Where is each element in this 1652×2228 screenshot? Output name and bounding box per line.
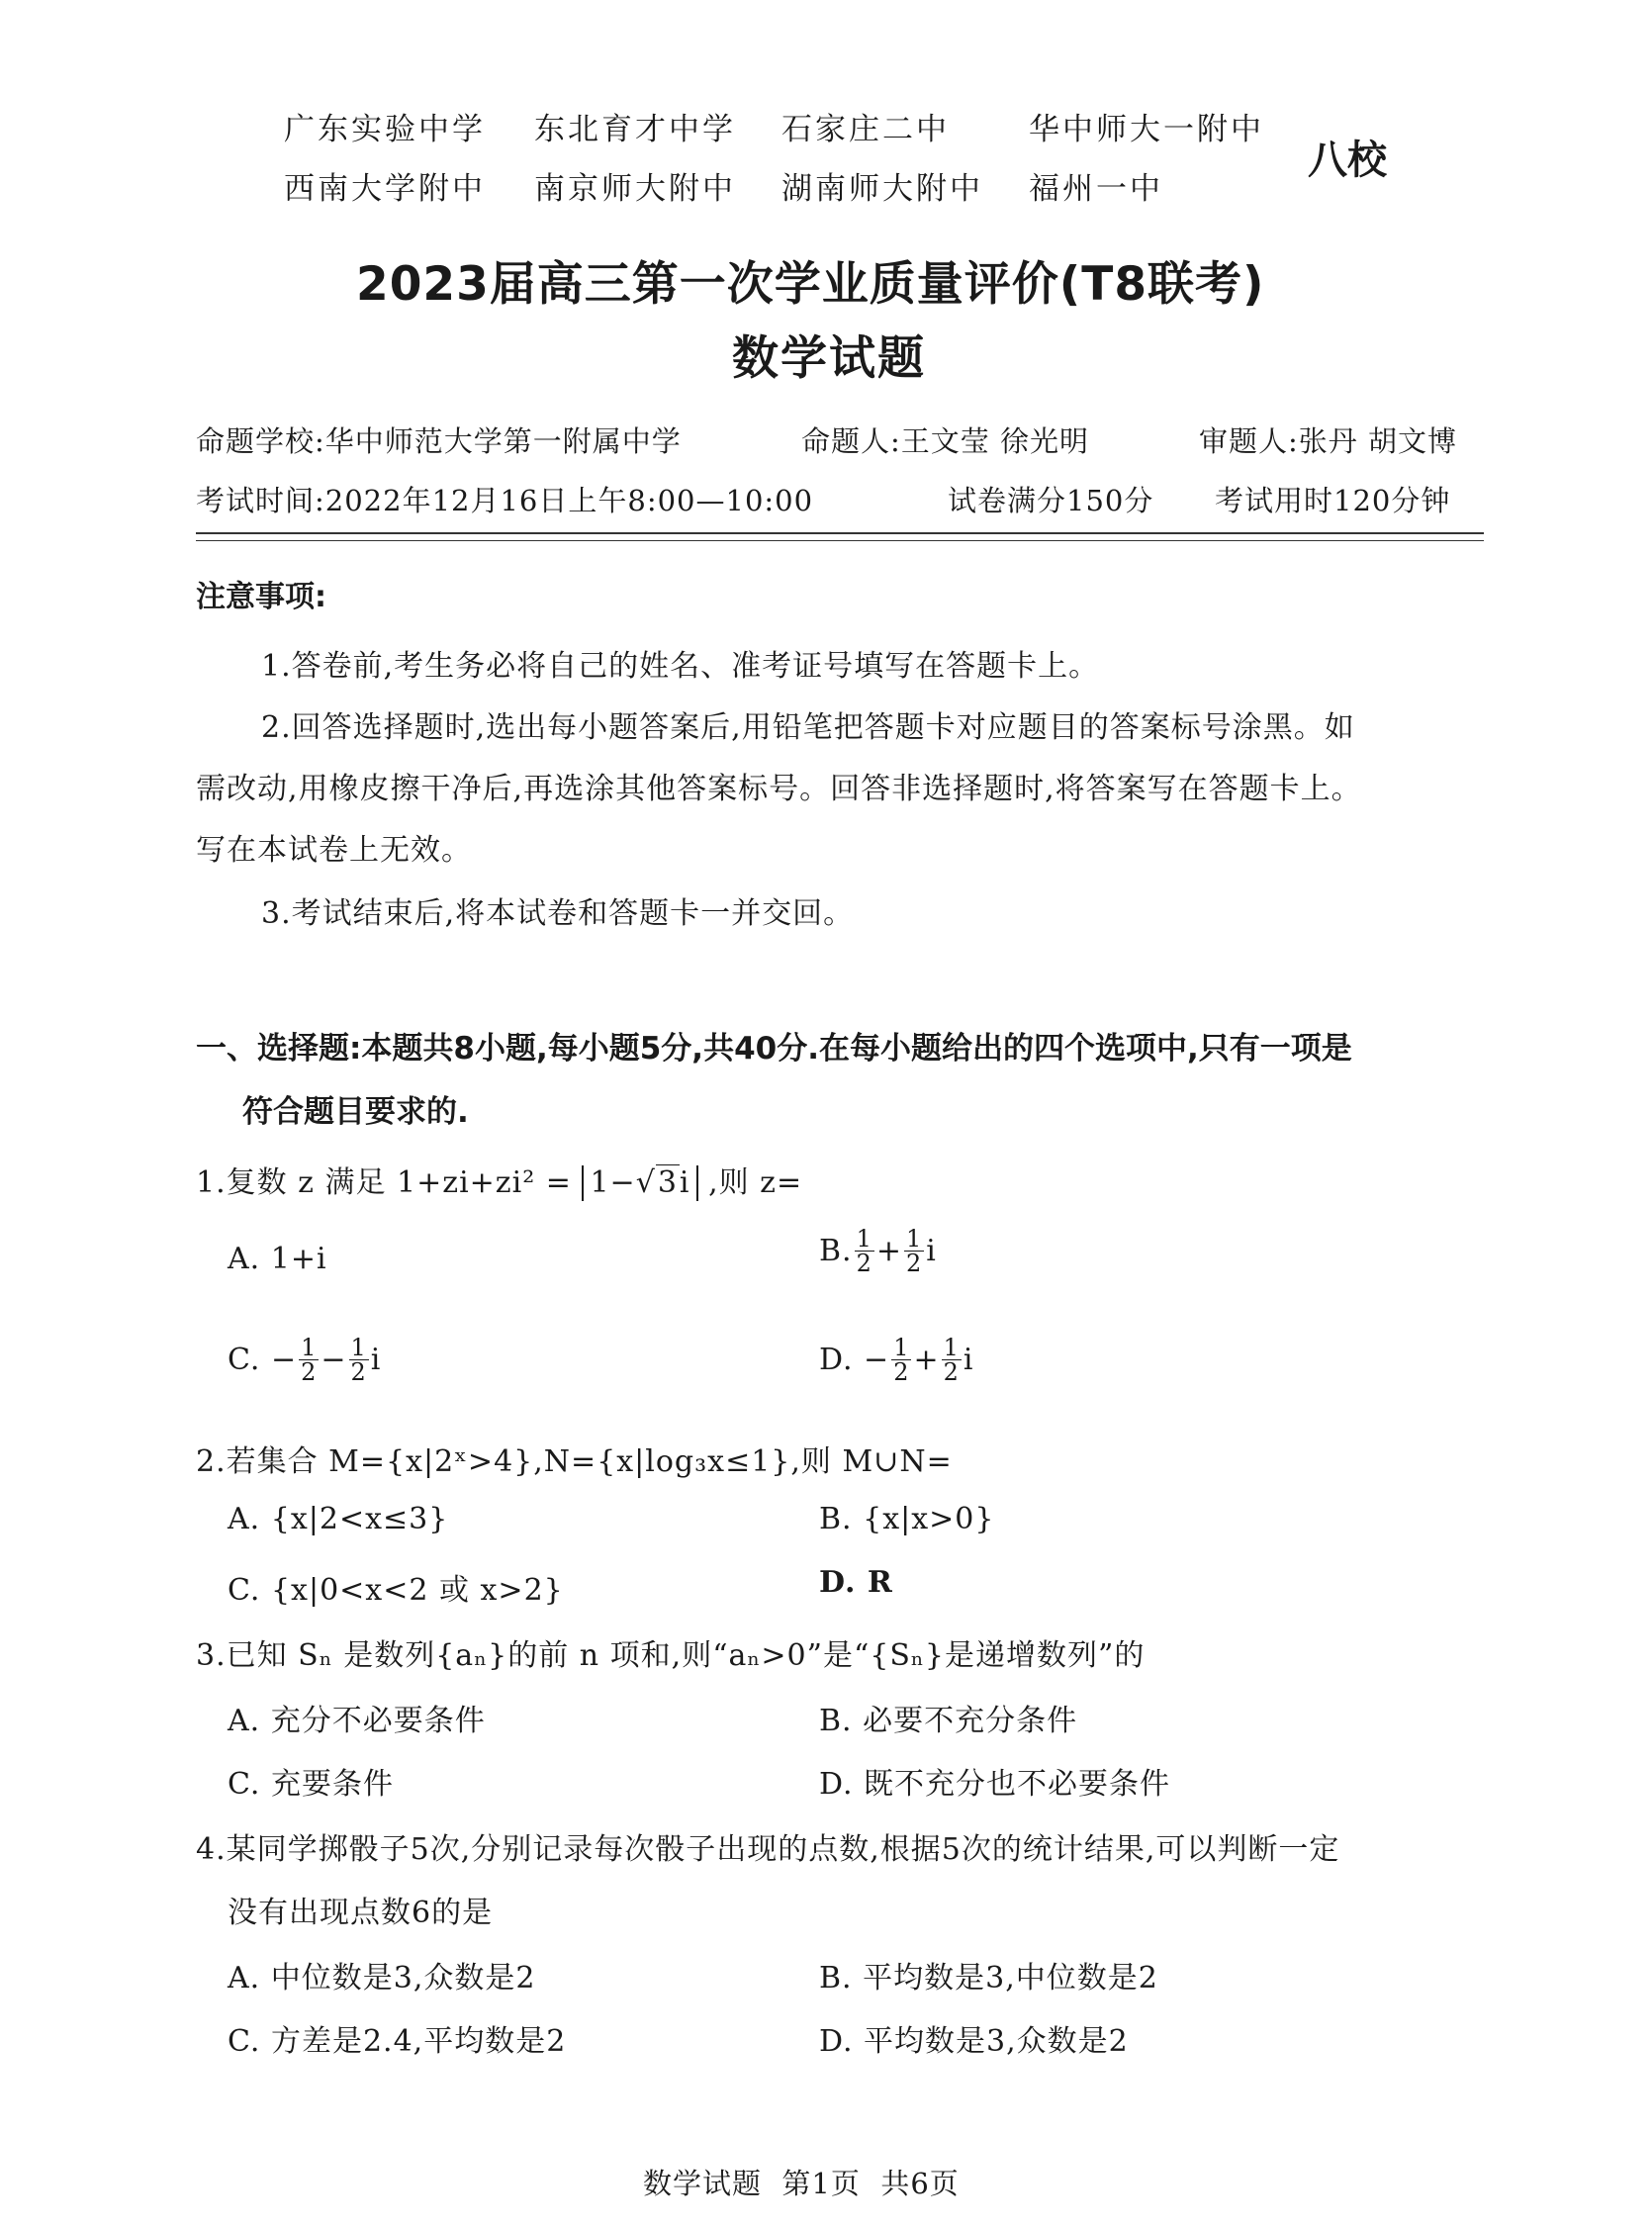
q2-option-b[interactable]: B. {x|x>0} xyxy=(819,1502,995,1536)
note-item: 需改动,用橡皮擦干净后,再选涂其他答案标号。回答非选择题时,将答案写在答题卡上。 xyxy=(196,772,1362,806)
q1-option-a[interactable]: A. 1+i xyxy=(228,1242,327,1276)
q3-option-d[interactable]: D. 既不充分也不必要条件 xyxy=(819,1767,1171,1802)
q1-option-c[interactable]: C. − $\frac{1}{2}$ − $\frac{1}{2}$ i xyxy=(228,1334,382,1386)
school-name: 西南大学附中 xyxy=(284,171,486,207)
question-2-stem: 2.若集合 M={x|2ˣ>4},N={x|log₃x≤1},则 M∪N= xyxy=(196,1444,953,1479)
setter-school: 命题学校:华中师范大学第一附属中学 xyxy=(196,424,682,458)
fraction: $\frac{1}{2}$ xyxy=(943,1334,960,1386)
school-name: 华中师大一附中 xyxy=(1029,112,1264,147)
q4-option-b[interactable]: B. 平均数是3,中位数是2 xyxy=(819,1961,1158,1996)
school-name: 福州一中 xyxy=(1029,171,1163,207)
header-divider-thin xyxy=(196,540,1484,541)
school-name: 广东实验中学 xyxy=(284,112,486,147)
q4-option-c[interactable]: C. 方差是2.4,平均数是2 xyxy=(228,2024,567,2059)
reviewers: 审题人:张丹 胡文博 xyxy=(1199,424,1457,458)
fraction: $\frac{1}{2}$ xyxy=(906,1225,923,1277)
exam-subject: 数学试题 xyxy=(732,331,926,386)
note-item: 1.答卷前,考生务必将自己的姓名、准考证号填写在答题卡上。 xyxy=(261,649,1100,684)
full-score: 试卷满分150分 xyxy=(948,484,1154,517)
question-1-stem: 1.复数 z 满足 1+zi+zi² = 1−√3i ,则 z= xyxy=(196,1165,803,1200)
abs-value: 1−√3i xyxy=(582,1165,697,1201)
duration: 考试用时120分钟 xyxy=(1215,484,1451,517)
note-item: 3.考试结束后,将本试卷和答题卡一并交回。 xyxy=(261,896,855,931)
q3-option-b[interactable]: B. 必要不充分条件 xyxy=(819,1704,1078,1738)
fraction: $\frac{1}{2}$ xyxy=(350,1334,367,1386)
q2-option-c[interactable]: C. {x|0<x<2 或 x>2} xyxy=(228,1573,564,1608)
school-name: 石家庄二中 xyxy=(781,112,950,147)
fraction: $\frac{1}{2}$ xyxy=(893,1334,910,1386)
school-name: 东北育才中学 xyxy=(534,112,736,147)
exam-title: 2023届高三第一次学业质量评价(T8联考) xyxy=(356,257,1265,312)
q1-option-d[interactable]: D. − $\frac{1}{2}$ + $\frac{1}{2}$ i xyxy=(819,1334,974,1386)
notes-heading: 注意事项: xyxy=(196,580,326,614)
section-heading-cont: 符合题目要求的. xyxy=(242,1094,469,1130)
sqrt-icon: √ xyxy=(635,1165,656,1200)
alliance-label: 八校 xyxy=(1308,138,1387,183)
q1-option-b[interactable]: B. $\frac{1}{2}$ + $\frac{1}{2}$ i xyxy=(819,1225,937,1277)
header-divider xyxy=(196,532,1484,534)
note-item: 2.回答选择题时,选出每小题答案后,用铅笔把答题卡对应题目的答案标号涂黑。如 xyxy=(261,710,1355,745)
fraction: $\frac{1}{2}$ xyxy=(856,1225,872,1277)
question-4-stem: 4.某同学掷骰子5次,分别记录每次骰子出现的点数,根据5次的统计结果,可以判断一定 xyxy=(196,1832,1340,1867)
page-footer: 数学试题 第1页 共6页 xyxy=(643,2167,960,2200)
q4-option-a[interactable]: A. 中位数是3,众数是2 xyxy=(228,1961,536,1996)
school-name: 南京师大附中 xyxy=(534,171,736,207)
q2-option-d[interactable]: D. R xyxy=(819,1565,893,1600)
q2-option-a[interactable]: A. {x|2<x≤3} xyxy=(228,1502,449,1536)
question-3-stem: 3.已知 Sₙ 是数列{aₙ}的前 n 项和,则“aₙ>0”是“{Sₙ}是递增数列”的 xyxy=(196,1638,1146,1673)
section-heading: 一、选择题:本题共8小题,每小题5分,共40分.在每小题给出的四个选项中,只有一项是 xyxy=(196,1031,1352,1067)
note-item: 写在本试卷上无效。 xyxy=(196,833,472,868)
school-list-row1 xyxy=(284,104,486,148)
setters: 命题人:王文莹 徐光明 xyxy=(801,424,1089,458)
q4-option-d[interactable]: D. 平均数是3,众数是2 xyxy=(819,2024,1129,2059)
exam-time: 考试时间:2022年12月16日上午8:00—10:00 xyxy=(196,484,814,517)
q3-option-a[interactable]: A. 充分不必要条件 xyxy=(228,1704,486,1738)
school-name: 湖南师大附中 xyxy=(781,171,983,207)
q3-option-c[interactable]: C. 充要条件 xyxy=(228,1767,394,1802)
question-4-stem-cont: 没有出现点数6的是 xyxy=(228,1896,494,1930)
fraction: $\frac{1}{2}$ xyxy=(301,1334,318,1386)
